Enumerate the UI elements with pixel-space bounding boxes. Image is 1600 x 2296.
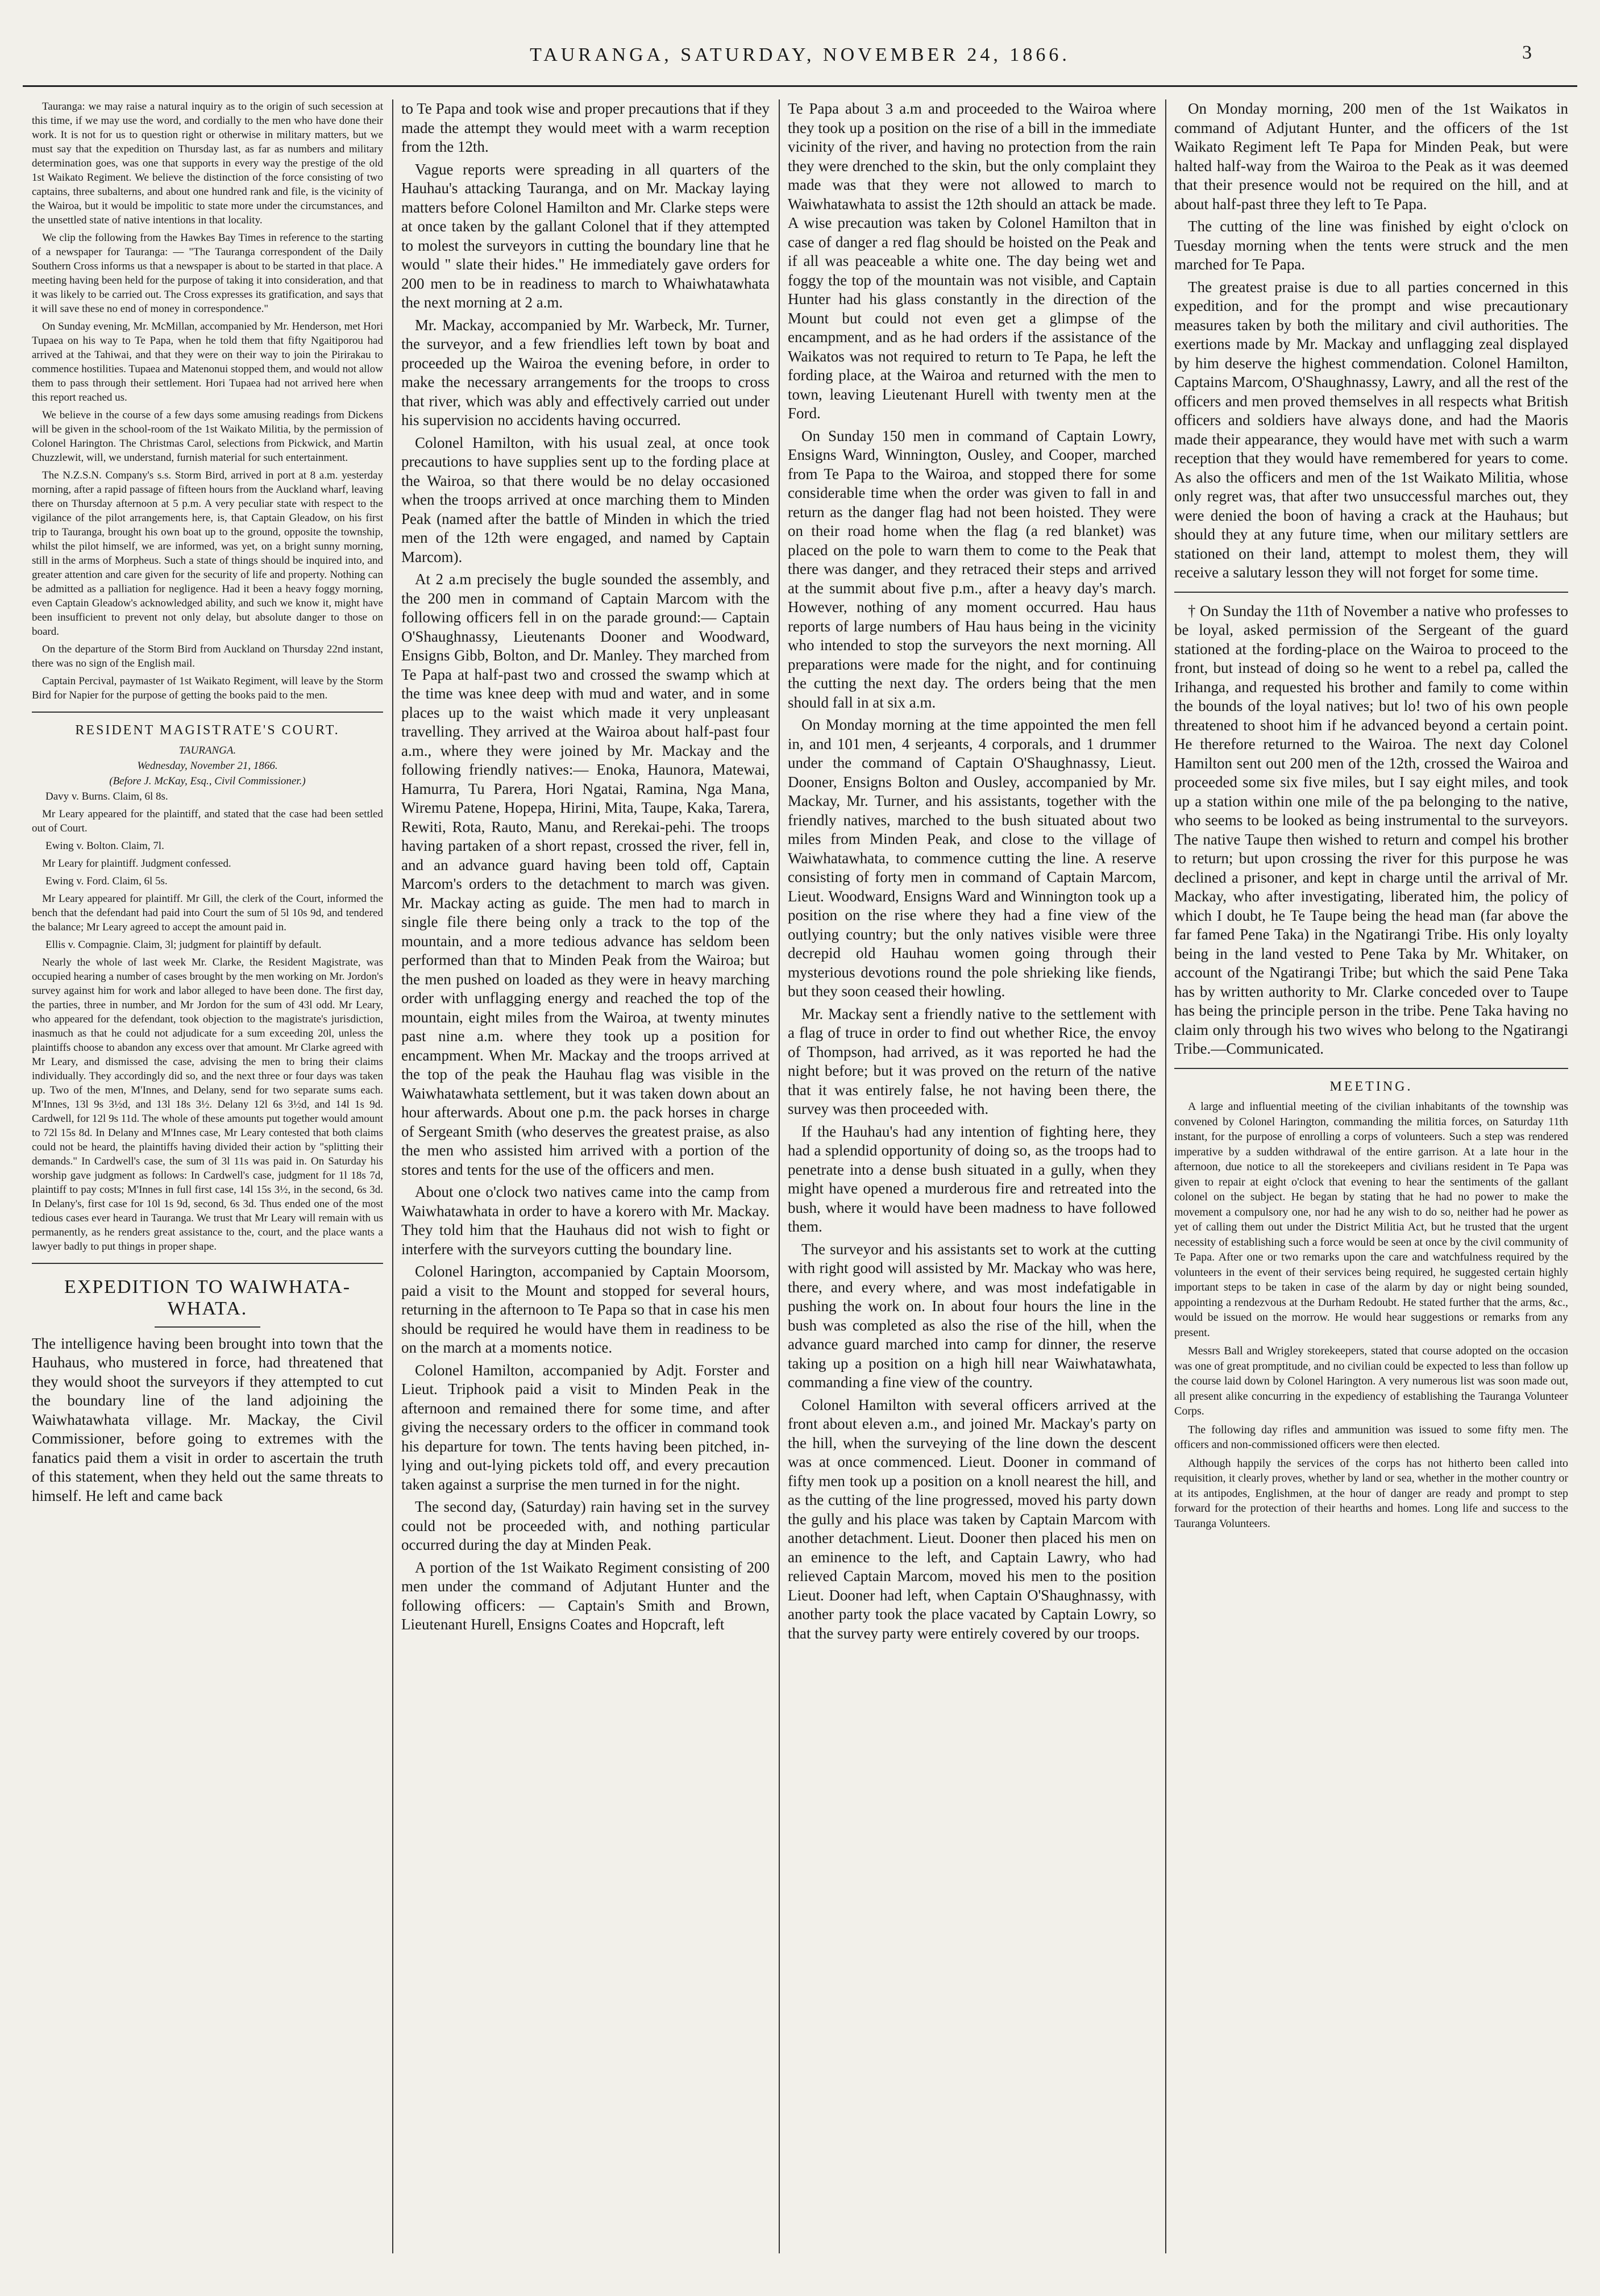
paragraph: The N.Z.S.N. Company's s.s. Storm Bird, arrived in port at 8 a.m. yesterday morning, after a rapid passage of fifteen hours from the Auckland wharf, leaving there on Thursday afternoon at 5 p.m. A very peculiar state with respect to the vigilance of the pilot arrangements here, is, that Captain Gleadow, on his first trip to Tauranga, brought his own boat up to the ground, opposite the township, whilst the pilot himself, we are informed, was yet, on a bright sunny morning, still in the arms of Morpheus. Such a state of things should be inquired into, and greater attention and care given for the security of life and property. Nothing can be admitted as a palliation for negligence. Had it been a heavy foggy morning, even Captain Gleadow's acknowledged ability, and such we know it, might have been insufficient to prevent not only delay, but absolute danger to those on board. — [32, 469, 383, 638]
paragraph: The following day rifles and ammunition was issued to some fifty men. The officers and non-commissioned officers were then elected. — [1174, 1423, 1568, 1451]
expedition-heading: EXPEDITION TO WAIWHATA-WHATA. — [64, 1276, 351, 1319]
column-4 — [1165, 99, 1577, 2253]
newspaper-dateline: TAURANGA, SATURDAY, NOVEMBER 24, 1866. — [530, 44, 1070, 65]
newspaper-columns — [23, 99, 1577, 2253]
court-case: Davy v. Burns. Claim, 6l 8s. — [45, 790, 168, 802]
court-case: Mr Leary for plaintiff. Judgment confessed. — [42, 857, 231, 870]
paragraph: The cutting of the line was finished by eight o'clock on Tuesday morning when the tents were struck and the men marched for Te Papa. — [1174, 218, 1568, 273]
court-case: Ellis v. Compagnie. Claim, 3l; judgment for plaintiff by default. — [45, 938, 322, 951]
paragraph: About one o'clock two natives came into the camp from Waiwhatawhata in order to have a korero with Mr. Mackay. They told him that the Hauhaus did not wish to fight or interfere with the surveyors cutting the boundary line. — [401, 1183, 770, 1258]
paragraph: Colonel Harington, accompanied by Captain Moorsom, paid a visit to the Mount and stopped for several hours, returning in the afternoon to Te Papa so that in case his men should be required he would have them in readiness to be on the march at a moments notice. — [401, 1263, 770, 1356]
masthead — [0, 34, 1600, 80]
court-case: Ewing v. Bolton. Claim, 7l. — [45, 839, 164, 852]
court-case: Nearly the whole of last week Mr. Clarke, the Resident Magistrate, was occupied hearing a number of cases brought by the men working on Mr. Jordon's survey against him for work and labor alleged to have been done. The first day, the parties, three in number, and Mr Jordon for the sum of 43l odd. Mr Leary, who appeared for the defendant, took objection to the magistrate's jurisdiction, inasmuch as that he could not adjudicate for a sum exceeding 20l, unless the plaintiffs choose to abandon any excess over that amount. Mr Clarke agreed with Mr Leary, and dismissed the case, advising the men to bring their claims individually. They accordingly did so, and the next three or four days was taken up. Two of the men, M'Innes, and Delany, send for two separate sums each. M'Innes, 13l 9s 3½d, and 13l 18s 3½. Delany 12l 6s 3½d, and 14l 1s 9d. Cardwell, for 12l 9s 11d. The whole of these amounts put together would amount to 72l 15s 8d. In Delany and M'Innes case, Mr Leary contested that both claims could not be heard, the plaintiffs having divided their action by "splitting their demands." In Cardwell's case, the sum of 3l 11s was paid in. On Saturday his worship gave judgment as follows: In Cardwell's case, judgment for 1l 18s 7d, plaintiff to pay costs; M'Innes in full first case, 14l 15s 3½, in the second, 6s 3d. In Delany's, first case for 10l 1s 9d, second, 6s 3d. Thus ended one of the most tedious cases ever heard in Tauranga. We trust that Mr Leary will remain with us permanently, as he renders great assistance to the, court, and the place wants a lawyer badly to put things in proper shape. — [32, 956, 383, 1253]
paragraph: Vague reports were spreading in all quarters of the Hauhau's attacking Tauranga, and on Mr. Mackay laying matters before Colonel Hamilton and Mr. Clarke steps were at once taken by the gallant Colonel that if they attempted to molest the surveyors in cutting the boundary line that he would " slate their hides." He immediately gave orders for 200 men to be in readiness to march to Whaiwhatawhata the next morning at 2 a.m. — [401, 160, 770, 311]
meeting-heading: MEETING. — [1329, 1079, 1413, 1094]
paragraph: Although happily the services of the corps has not hitherto been called into requisition, it clearly proves, whether by land or sea, whether in the mother country or at its antipodes, Englishmen, at the hour of danger are ready and prompt to step forward for the protection of their hearths and homes. Long life and success to the Tauranga Volunteers. — [1174, 1457, 1568, 1530]
paragraph: The surveyor and his assistants set to work at the cutting with right good will assisted by Mr. Mackay who was here, there, and every where, and was most indefatigable in pushing the work on. In about four hours the line in the bush was completed as also the rise of the hill, when the advance guard marched into camp for dinner, the reserve taking up a position on a high hill near Waiwhatawhata, commanding a fine view of the country. — [788, 1240, 1156, 1391]
paragraph: Colonel Hamilton, accompanied by Adjt. Forster and Lieut. Triphook paid a visit to Minden Peak in the afternoon and remained there for some time, and after giving the necessary orders to the officer in command took his departure for town. The tents having been pitched, in-lying and out-lying pickets told off, and every precaution taken against a surprise the men turned in for the night. — [401, 1361, 770, 1493]
court-place: TAURANGA. — [178, 744, 236, 756]
paragraph: Tauranga: we may raise a natural inquiry as to the origin of such secession at this time, if we may use the word, and cordially to the men who have done their work. It is not for us to question right or otherwise in military matters, but we must say that the expedition on Thursday last, as far as numbers and military determination goes, was one that supports in every way the prestige of the old 1st Waikato Regiment. We believe the distinction of the force consisting of two captains, three subalterns, and about one hundred rank and file, is the vicinity of the Wairoa, but it would be impolitic to state more under the circumstances, and the unsettled state of native intentions in that locality. — [32, 101, 383, 226]
court-heading: RESIDENT MAGISTRATE'S COURT. — [75, 723, 340, 738]
paragraph: Colonel Hamilton, with his usual zeal, at once took precautions to have supplies sent up to the fording place at the Wairoa, so that there would be no delay occasioned when the troops arrived at once marching them to Minden Peak (named after the battle of Minden in which the tried men of the 12th were engaged, and named by Captain Marcom). — [401, 434, 770, 565]
communicated-notice: † On Sunday the 11th of November a native who professes to be loyal, asked permission of the Sergeant of the guard stationed at the fording-place on the Wairoa to proceed to the front, but instead of doing so he went to a rebel pa, called the Irihanga, and requested his brother and family to come within the bounds of the loyal natives; but lo! two of his own people threatened to shoot him if he advanced beyond a certain point. He therefore returned to the Wairoa. The next day Colonel Hamilton sent out 200 men of the 12th, crossed the Wairoa and proceeded some six five miles, but I say eight miles, and took up a station within one mile of the pa belonging to the native, who seems to be looked as being instrumental to the surveyors. The native Taupe then wished to return and compel his brother to return; but upon crossing the river for this purpose he was declined a prisoner, and kept in charge until the arrival of Mr. Mackay, who after investigating, liberated him, the policy of which I doubt, he Te Taupe being the head man (far above the far famed Pene Taka) in the Ngatirangi Tribe. His only loyalty being in the land vested to Pene Taka by Mr. Whitaker, on account of the Ngatirangi Tribe; but which the said Pene Taka has by written authority to Mr. Clarke conceded over to Taupe has being the principle person in the tribe. Pene Taka having no claim only through his two wives who belong to the Ngatirangi Tribe.—Communicated. — [1174, 602, 1568, 1057]
court-date: Wednesday, November 21, 1866. — [137, 759, 278, 772]
court-case: Ewing v. Ford. Claim, 6l 5s. — [45, 875, 168, 887]
paragraph: On Sunday 150 men in command of Captain Lowry, Ensigns Ward, Winnington, Ousley, and Cooper, marched from Te Papa to the Wairoa, and stopped there for some considerable time when the order was given to fall in and return as the danger flag had not been hoisted. They were on their road home when the flag (a red blanket) was placed on the pole to warn them to come to the Peak that there was danger, and they retraced their steps and arrived at the summit about five p.m., after a heavy day's march. However, nothing of any moment occurred. Hau haus reports of large numbers of Hau haus being in the vicinity who intended to stop the surveyors the next morning. All preparations were made for the night, and for continuing the cutting the next day. The orders being that the men should fall in at six a.m. — [788, 427, 1156, 711]
paragraph: A portion of the 1st Waikato Regiment consisting of 200 men under the command of Adjutant Hunter and the following officers: — Captain's Smith and Brown, Lieutenant Hurell, Ensigns Coates and Hopcraft, left — [401, 1558, 770, 1633]
paragraph: Te Papa about 3 a.m and proceeded to the Wairoa where they took up a position on the rise of a bill in the immediate vicinity of the river, and having no protection from the rain they were drenched to the skin, but the only complaint they made was that they were not allowed to march to Waiwhatawhata to assist the 12th should an attack be made. A wise precaution was taken by Colonel Hamilton that in case of danger a red flag should be hoisted on the Peak and if all was peaceable a white one. The day being wet and foggy the top of the mountain was not visible, and Captain Hunter had his glass constantly in the direction of the Mount but could not even get a glimpse of the encampment, and as he had orders if the assistance of the Waikatos was not required to return to Te Papa, he left the fording place, at the Wairoa and returned with the men to town, leaving Lieutenant Hurell with twenty men at the Ford. — [788, 100, 1156, 422]
paragraph: On Sunday evening, Mr. McMillan, accompanied by Mr. Henderson, met Hori Tupaea on his way to Te Papa, when he told them that fifty Ngaitiporou had arrived at the Tahiwai, and that they were on their way to join the Pirirakau to commence hostilities. Tupaea and Matenonui stopped them, and would not allow them to pass through their settlement. Hori Tupaea had not arrived here when this report reached us. — [32, 321, 383, 404]
paragraph: The greatest praise is due to all parties concerned in this expedition, and for the prompt and wise precautionary measures taken by both the military and civil authorities. The exertions made by Mr. Mackay and unflagging zeal displayed by him deserve the highest commendation. Colonel Hamilton, Captains Marcom, O'Shaughnassy, Lawry, and all the rest of the officers and men proved themselves in all respects what British officers and soldiers have always done, and had the Maoris made their appearance, they would have met with such a warm reception that they would have remembered for years to come. As also the officers and men of the 1st Waikato Militia, whose only regret was, that after two unsuccessful marches out, they were denied the boon of having a crack at the Hauhaus; but should they at any future time, when our military settlers are stationed on their land, attempt to molest them, they will receive a salutary lesson they will not forget for some time. — [1174, 278, 1568, 581]
paragraph: On Monday morning at the time appointed the men fell in, and 101 men, 4 serjeants, 4 corporals, and 1 drummer under the command of Captain O'Shaughnassy, Lieut. Dooner, Ensigns Bolton and Ousley, accompanied by Mr. Mackay, Mr. Turner, and his assistants, together with the friendly natives, marched to the bush situated about two miles from Minden Peak, and close to the village of Waiwhatawhata, to commence cutting the line. A reserve consisting of forty men in command of Captain Marcom, Lieut. Woodward, Ensigns Ward and Winnington took up a position on the rise where they had a fine view of the outlying country; but the only natives visible were three decrepid old Hauhau women going through their mysterious devotions round the pole shrieking like fiends, but they soon ceased their howling. — [788, 716, 1156, 1000]
paragraph: The second day, (Saturday) rain having set in the survey could not be proceeded with, and nothing particular occurred during the day at Minden Peak. — [401, 1498, 770, 1553]
paragraph: We believe in the course of a few days some amusing readings from Dickens will be given in the school-room of the 1st Waikato Militia, by the permission of Colonel Harington. The Christmas Carol, selections from Pickwick, and Martin Chuzzlewit, will, we understand, furnish material for such entertainment. — [32, 409, 383, 464]
paragraph: Messrs Ball and Wrigley storekeepers, stated that course adopted on the occasion was one of great promptitude, and no civilian could be expected to less than follow up the course laid down by Colonel Harington. A very numerous list was soon made out, all present alike concurring in the expediency of establishing the Tauranga Volunteer Corps. — [1174, 1345, 1568, 1418]
court-case: Mr Leary appeared for the plaintiff, and stated that the case had been settled out of Court. — [32, 808, 383, 834]
paragraph: to Te Papa and took wise and proper precautions that if they made the attempt they would meet with a warm reception from the 12th. — [401, 100, 770, 155]
paragraph: The intelligence having been brought into town that the Hauhaus, who mustered in force, had threatened that they would shoot the surveyors if they attempted to cut the boundary line of the land adjoining the Waiwhatawhata village. Mr. Mackay, the Civil Commissioner, before going to extremes with the fanatics paid them a visit in order to ascertain the truth of this statement, when they held out the same threats to himself. He left and came back — [32, 1334, 383, 1504]
paragraph: Mr. Mackay, accompanied by Mr. Warbeck, Mr. Turner, the surveyor, and a few friendlies left town by boat and proceeded up the Wairoa the evening before, in order to make the necessary arrangements for the troops to cross that river, which was ably and effectively carried out under his supervision no accidents having occurred. — [401, 316, 770, 429]
section-divider — [1174, 592, 1568, 593]
heading-rule — [155, 1326, 260, 1328]
section-divider — [32, 712, 383, 713]
paragraph: Colonel Hamilton with several officers arrived at the front about eleven a.m., and joined Mr. Mackay's party on the hill, when the surveying of the line down the descent was at once commenced. Lieut. Dooner in command of fifty men took up a position on a knoll nearest the hill, and as the cutting of the line progressed, moved his party down the gully and his place was taken by Captain Marcom with another detachment. Lieut. Dooner then placed his men on an eminence to the left, and Captain Lawry, who had relieved Captain Marcom, moved his men to the position Lieut. Dooner had left, when Captain O'Shaughnassy, with another party took the place vacated by Captain Lowry, so that the survey party were entirely covered by our troops. — [788, 1396, 1156, 1642]
paragraph: Captain Percival, paymaster of 1st Waikato Regiment, will leave by the Storm Bird for Napier for the purpose of getting the books paid to the men. — [32, 675, 383, 701]
paragraph: Mr. Mackay sent a friendly native to the settlement with a flag of truce in order to find out whether Rice, the envoy of Thompson, had arrived, as it was reported he had the night before; but it was proved on the return of the native that it was entirely false, he not having been there, the survey was then proceeded with. — [788, 1005, 1156, 1117]
paragraph: At 2 a.m precisely the bugle sounded the assembly, and the 200 men in command of Captain Marcom with the following officers fell in on the parade ground:— Captain O'Shaughnassy, Lieutenants Dooner and Woodward, Ensigns Gibb, Bolton, and Dr. Manley. They marched from Te Papa at half-past two and crossed the swamp which at the time was knee deep with mud and water, and in some places up to the waist which made it very unpleasant travelling. They arrived at the Wairoa about half-past four a.m., where they were joined by Mr. Mackay and the following friendly natives:— Enoka, Haunora, Matewai, Hamurra, Tu Parera, Hori Ngatai, Ramina, Nga Mana, Wiremu Patene, Hopepa, Hirini, Mita, Taupe, Kaka, Tarera, Rewiti, Rota, Rauto, Manu, and Rerekai-pehi. The troops having partaken of a short repast, crossed the river, fell in, and an advance guard having been told off, Captain Marcom's orders to the detachment to march was given. Mr. Mackay acting as guide. The men had to march in single file there being only a track to the top of the mountain, and a more tedious advance has seldom been performed than that to Minden Peak from the Wairoa; but the men pushed on loaded as they were in heavy marching order with unflagging energy and reached the top of the mountain, eight miles from the Wairoa, at twenty minutes past nine a.m. where they took up a position for encampment. When Mr. Mackay and the troops arrived at the top of the peak the Hauhau flag was visible in the Waiwhatawhata settlement, but it was taken down about an hour afterwards. About one p.m. the pack horses in charge of Sergeant Smith (who deserves the greatest praise, as also the men who assisted him arrived with a portion of the stores and tents for the use of the officers and men. — [401, 571, 770, 1178]
column-1 — [23, 99, 392, 2253]
court-case: Mr Leary appeared for plaintiff. Mr Gill, the clerk of the Court, informed the bench that the defendant had paid into Court the sum of 5l 10s 9d, and tendered the balance; Mr Leary agreed to accept the amount paid in. — [32, 892, 383, 933]
paragraph: If the Hauhau's had any intention of fighting here, they had a splendid opportunity of doing so, as the troops had to penetrate into a dense bush situated in a gully, when they might have opened a murderous fire and retreated into the bush, where it would have been madness to have followed them. — [788, 1122, 1156, 1235]
section-divider — [32, 1263, 383, 1264]
paragraph: We clip the following from the Hawkes Bay Times in reference to the starting of a newspaper for Tauranga: — "The Tauranga correspondent of the Daily Southern Cross informs us that a newspaper is about to be started in that place. A meeting having been held for the purpose of taking it into consideration, and that it was likely to be carried out. The Cross expresses its gratification, and says that it will save these no end of money in correspondence." — [32, 232, 383, 315]
paragraph: On the departure of the Storm Bird from Auckland on Thursday 22nd instant, there was no sign of the English mail. — [32, 643, 383, 669]
section-divider — [1174, 1068, 1568, 1069]
court-magistrate: (Before J. McKay, Esq., Civil Commissioner.) — [109, 775, 306, 787]
paragraph: On Monday morning, 200 men of the 1st Waikatos in command of Adjutant Hunter, and the officers of the 1st Waikato Regiment left Te Papa for Minden Peak, but were halted half-way from the Wairoa to the Peak as it was deemed that their presence would not be required on the hill, and at about half-past three they left to Te Papa. — [1174, 100, 1568, 213]
column-3 — [779, 99, 1165, 2253]
page-number: 3 — [1522, 42, 1532, 63]
column-2 — [392, 99, 779, 2253]
paragraph: A large and influential meeting of the civilian inhabitants of the township was convened by Colonel Harington, commanding the militia forces, on Saturday 11th instant, for the purpose of enrolling a corps of volunteers. Such a step was rendered imperative by a sudden withdrawal of the entire garrison. At a late hour in the afternoon, due notice to all the storekeepers and civilians resident in Te Papa was given to repair at eight o'clock that evening to hear the sentiments of the gallant colonel on the subject. He began by stating that he had no power to make the movement a compulsory one, nor had he any wish to do so, neither had he power as yet of calling them out under the District Militia Act, but he trusted that the urgent necessity of establishing such a force would be seen at once by the civil community of Te Papa. After one or two remarks upon the care and watchfulness required by the volunteers in the event of their services being required, he suggested certain highly important steps to be taken in case of the alarm by day or night being sounded, appointing a rendezvous at the Durham Redoubt. He stated further that the arms, &c., would be issued on the morrow. He would hear suggestions or remarks from any present. — [1174, 1100, 1568, 1339]
masthead-rule — [23, 85, 1577, 87]
